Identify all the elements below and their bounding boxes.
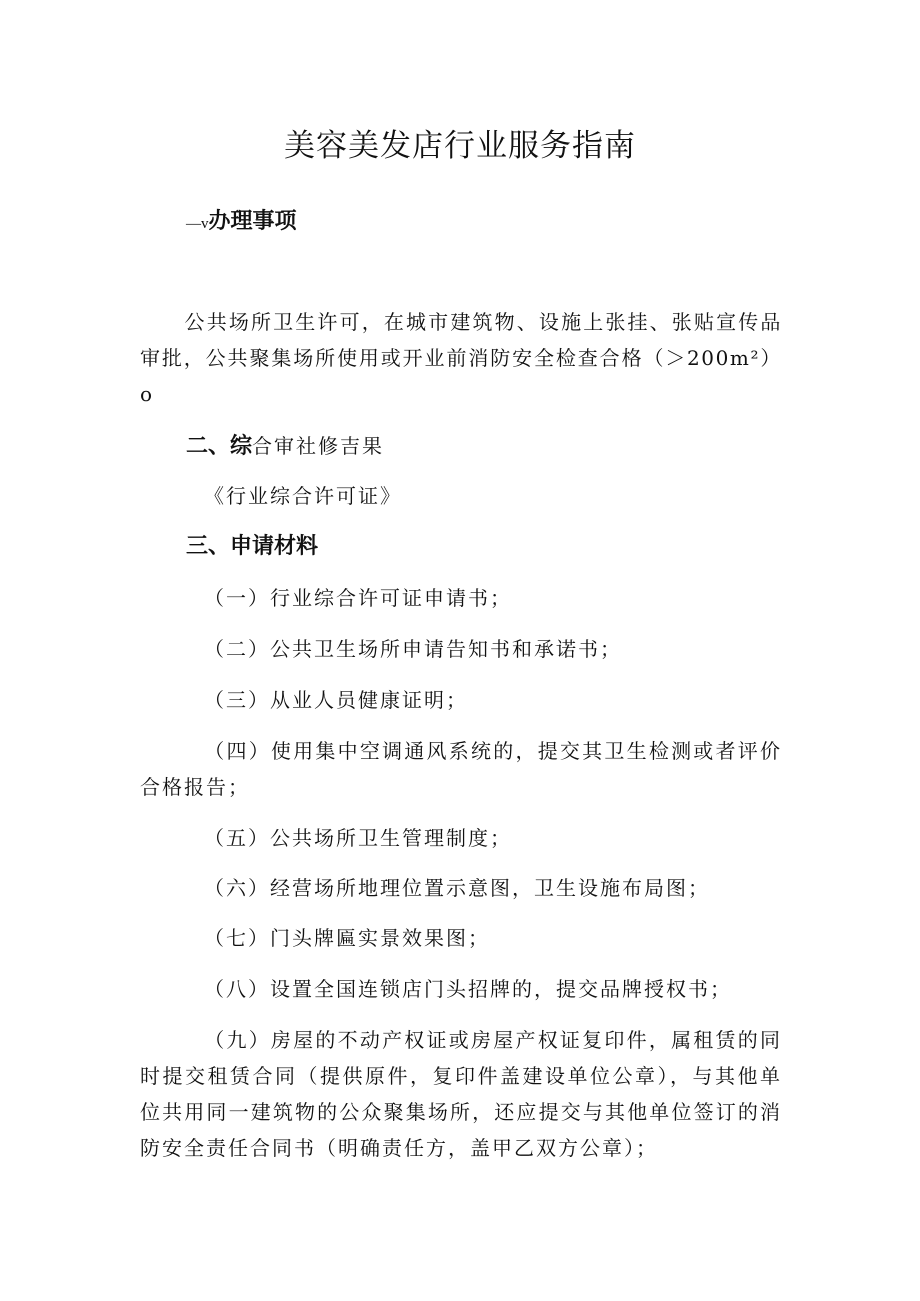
- list-item: （五）公共场所卫生管理制度；: [204, 826, 512, 850]
- section-heading-2-rest: 合审社修吉果: [252, 434, 385, 458]
- section-heading-3: 三、申请材料: [186, 534, 319, 559]
- section-1-body-text: 公共场所卫生许可，在城市建筑物、设施上张挂、张贴宣传品审批，公共聚集场所使用或开业前消防安全检查合格（＞200m²）o: [140, 310, 782, 406]
- section-heading-1: [186, 206, 297, 240]
- section-1-body: [140, 304, 782, 412]
- permit-result: 《行业综合许可证》: [204, 484, 402, 508]
- list-item: （九）房屋的不动产权证或房屋产权证复印件，属租赁的同时提交租赁合同（提供原件，复印件盖建设单位公章），与其他单位共用同一建筑物的公众聚集场所，还应提交与其他单位签订的消防安全责任合同书（明确责任方，盖甲乙双方公章）；: [140, 1028, 782, 1160]
- list-item: （三）从业人员健康证明；: [204, 688, 468, 712]
- section-heading-2-bold: 二、综: [186, 434, 253, 459]
- section-heading-1-label: 办理事项: [208, 209, 297, 234]
- list-item: （七）门头牌匾实景效果图；: [204, 926, 490, 950]
- list-item: （四）使用集中空调通风系统的，提交其卫生检测或者评价合格报告；: [140, 739, 782, 799]
- list-item: （一）行业综合许可证申请书；: [204, 586, 512, 610]
- section-marker: —v: [186, 216, 209, 232]
- list-item: （八）设置全国连锁店门头招牌的，提交品牌授权书；: [204, 977, 732, 1001]
- list-item: （二）公共卫生场所申请告知书和承诺书；: [204, 637, 622, 661]
- page-title: 美容美发店行业服务指南: [284, 128, 636, 164]
- list-item: （六）经营场所地理位置示意图，卫生设施布局图；: [204, 876, 710, 900]
- section-heading-2: [186, 430, 384, 463]
